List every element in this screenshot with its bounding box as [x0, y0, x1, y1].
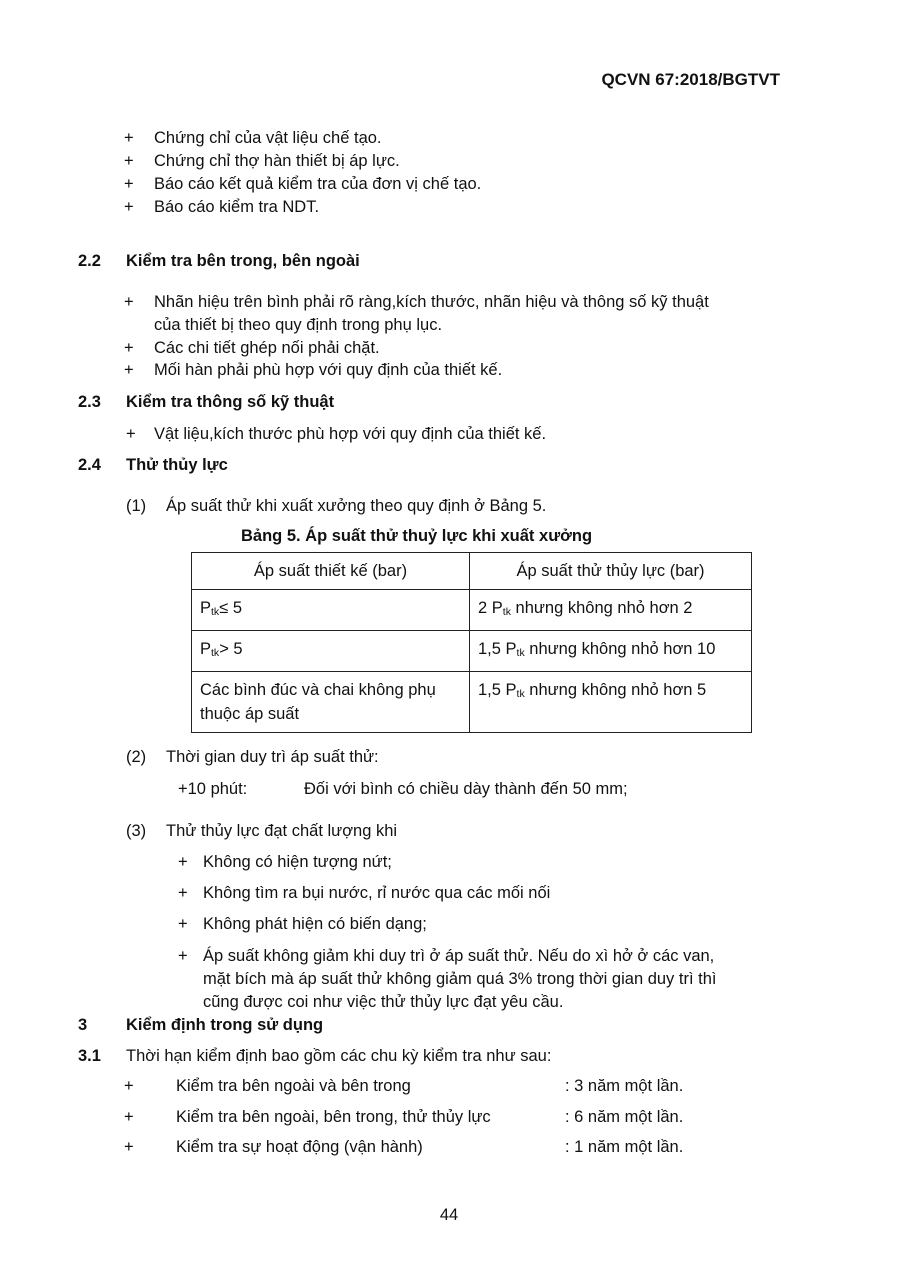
bullet-symbol: +: [124, 129, 134, 147]
section-number: 2.4: [78, 456, 101, 474]
table-header-cell: Áp suất thử thủy lực (bar): [470, 553, 752, 590]
table-cell: $P_{tk}> 5$: [192, 631, 470, 672]
list-item: Vật liệu,kích thước phù hợp với quy định của thiết kế.: [154, 425, 547, 443]
table-cell: Các bình đúc và chai không phụ thuộc áp suất: [192, 672, 470, 733]
section-heading: Kiểm tra bên trong, bên ngoài: [126, 252, 360, 270]
section-heading: Kiểm định trong sử dụng: [126, 1016, 324, 1034]
pressure-table: [191, 552, 752, 733]
table-cell: 1,5 $P_{tk}$ nhưng không nhỏ hơn 10: [470, 631, 752, 672]
bullet-symbol: +: [124, 198, 134, 216]
schedule-value: : 1 năm một lần.: [565, 1138, 684, 1156]
table-header-cell: Áp suất thiết kế (bar): [192, 553, 470, 590]
table-header-row: [192, 553, 752, 590]
paragraph-number: (3): [126, 822, 147, 840]
list-item-continuation: của thiết bị theo quy định trong phụ lục.: [154, 316, 443, 334]
section-heading: Kiểm tra thông số kỹ thuật: [126, 393, 335, 411]
list-item-continuation: mặt bích mà áp suất thử không giảm quá 3% trong thời gian duy trì thì: [203, 970, 717, 988]
table-row: [192, 672, 752, 733]
bullet-symbol: +: [126, 425, 136, 443]
list-item: Báo cáo kết quả kiểm tra của đơn vị chế tạo.: [154, 175, 482, 193]
section-number: 2.2: [78, 252, 101, 270]
bullet-symbol: +: [124, 1077, 134, 1095]
table-row: [192, 590, 752, 631]
paragraph-number: (2): [126, 748, 147, 766]
bullet-symbol: +: [178, 947, 188, 965]
list-item: Nhãn hiệu trên bình phải rõ ràng,kích thước, nhãn hiệu và thông số kỹ thuật: [154, 293, 709, 311]
list-item: Áp suất không giảm khi duy trì ở áp suất thử. Nếu do xì hở ở các van,: [203, 947, 715, 965]
schedule-value: : 3 năm một lần.: [565, 1077, 684, 1095]
duration-label: +10 phút:: [178, 780, 248, 798]
table-row: [192, 631, 752, 672]
schedule-label: Kiểm tra bên ngoài, bên trong, thử thủy lực: [176, 1108, 491, 1126]
table-cell: $P_{tk}\le 5$: [192, 590, 470, 631]
bullet-symbol: +: [178, 915, 188, 933]
bullet-symbol: +: [124, 1108, 134, 1126]
table-cell: 1,5 $P_{tk}$ nhưng không nhỏ hơn 5: [470, 672, 752, 733]
section-number: 2.3: [78, 393, 101, 411]
page-number: 44: [439, 1206, 459, 1224]
bullet-symbol: +: [124, 152, 134, 170]
list-item: Không tìm ra bụi nước, rỉ nước qua các mối nối: [203, 884, 551, 902]
list-item: Chứng chỉ thợ hàn thiết bị áp lực.: [154, 152, 400, 170]
bullet-symbol: +: [178, 853, 188, 871]
schedule-value: : 6 năm một lần.: [565, 1108, 684, 1126]
bullet-symbol: +: [124, 361, 134, 379]
list-item: Báo cáo kiểm tra NDT.: [154, 198, 320, 216]
table-caption: Bảng 5. Áp suất thử thuỷ lực khi xuất xưởng: [241, 527, 593, 545]
bullet-symbol: +: [124, 293, 134, 311]
bullet-symbol: +: [124, 339, 134, 357]
list-item: Các chi tiết ghép nối phải chặt.: [154, 339, 380, 357]
paragraph-text: Thời hạn kiểm định bao gồm các chu kỳ kiểm tra như sau:: [126, 1047, 552, 1065]
list-item: Chứng chỉ của vật liệu chế tạo.: [154, 129, 382, 147]
paragraph-text: Áp suất thử khi xuất xưởng theo quy định ở Bảng 5.: [166, 497, 547, 515]
bullet-symbol: +: [124, 175, 134, 193]
table-cell: 2 $P_{tk}$ nhưng không nhỏ hơn 2: [470, 590, 752, 631]
bullet-symbol: +: [178, 884, 188, 902]
list-item: Không phát hiện có biến dạng;: [203, 915, 427, 933]
section-number: 3: [78, 1016, 88, 1034]
paragraph-number: (1): [126, 497, 147, 515]
bullet-symbol: +: [124, 1138, 134, 1156]
list-item: Không có hiện tượng nứt;: [203, 853, 392, 871]
list-item-continuation: cũng được coi như việc thử thủy lực đạt yêu cầu.: [203, 993, 564, 1011]
duration-value: Đối với bình có chiều dày thành đến 50 mm;: [304, 780, 628, 798]
document-code: QCVN 67:2018/BGTVT: [601, 70, 780, 89]
schedule-label: Kiểm tra sự hoạt động (vận hành): [176, 1138, 423, 1156]
paragraph-text: Thời gian duy trì áp suất thử:: [166, 748, 379, 766]
section-heading: Thử thủy lực: [126, 456, 228, 474]
list-item: Mối hàn phải phù hợp với quy định của thiết kế.: [154, 361, 503, 379]
schedule-label: Kiểm tra bên ngoài và bên trong: [176, 1077, 411, 1095]
section-number: 3.1: [78, 1047, 101, 1065]
paragraph-text: Thử thủy lực đạt chất lượng khi: [166, 822, 398, 840]
